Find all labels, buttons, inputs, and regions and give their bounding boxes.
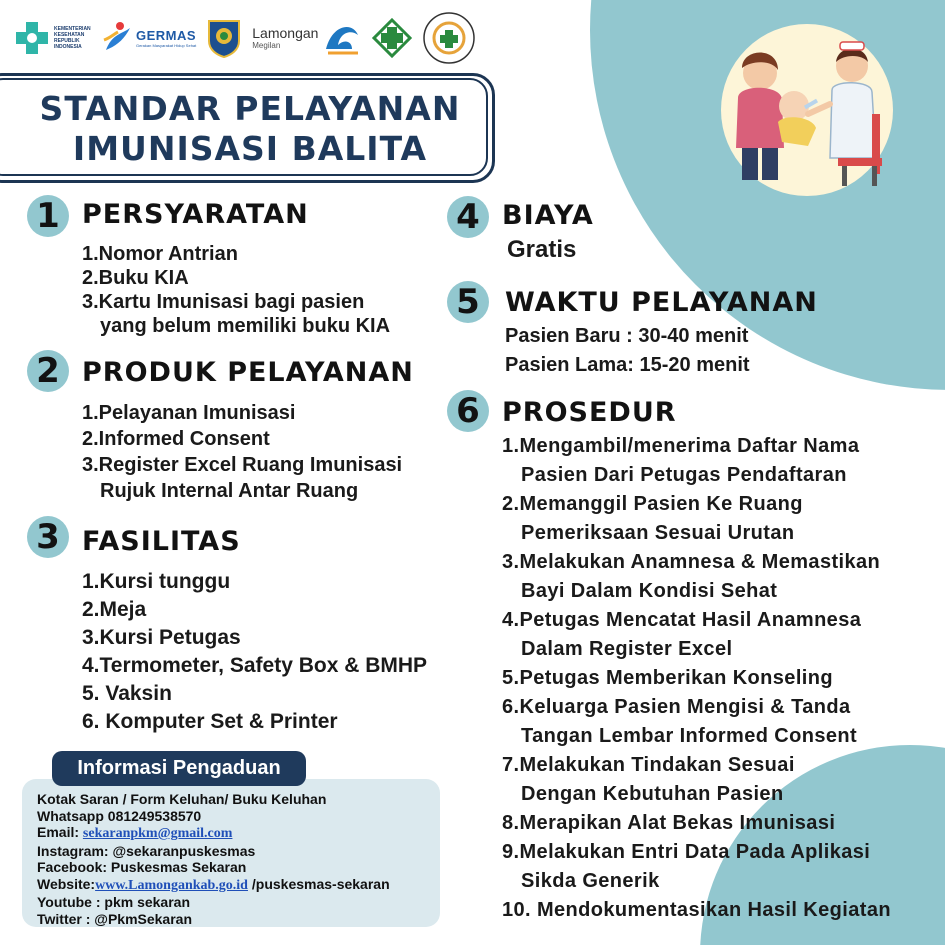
list-item-continuation: Dengan Kebutuhan Pasien xyxy=(521,783,784,805)
list-item: 6.Keluarga Pasien Mengisi & Tanda xyxy=(502,696,851,718)
germas-subtext: Gerakan Masyarakat Hidup Sehat xyxy=(136,43,197,48)
lamongan-wave-icon xyxy=(322,19,362,57)
section-1-heading: PERSYARATAN xyxy=(82,199,309,230)
requirements-list xyxy=(82,242,390,338)
kemenkes-logo xyxy=(14,20,92,56)
list-item: 1.Kursi tunggu xyxy=(82,570,231,593)
list-item: 2.Memanggil Pasien Ke Ruang xyxy=(502,493,803,515)
website-path: /puskesmas-sekaran xyxy=(247,875,390,892)
email-link[interactable]: sekaranpkm@gmail.com xyxy=(82,826,233,841)
list-item-continuation: Pasien Dari Petugas Pendaftaran xyxy=(521,464,847,486)
complaint-info-badge: Informasi Pengaduan xyxy=(52,751,306,786)
list-item: 3.Kartu Imunisasi bagi pasien xyxy=(82,291,365,313)
list-item: 1.Pelayanan Imunisasi xyxy=(82,402,296,424)
list-item: 6. Komputer Set & Printer xyxy=(82,710,338,733)
lamongan-text: Lamongan xyxy=(252,25,319,41)
list-item: Pasien Lama: 15-20 menit xyxy=(505,354,750,376)
section-2-number: 2 xyxy=(27,350,69,392)
lamongan-logo xyxy=(252,19,362,57)
list-item: 5.Petugas Memberikan Konseling xyxy=(502,667,833,689)
list-item: Pasien Baru : 30-40 menit xyxy=(505,325,749,347)
list-item-continuation: Rujuk Internal Antar Ruang xyxy=(100,480,359,502)
immunization-illustration xyxy=(712,18,902,198)
list-item-continuation: yang belum memiliki buku KIA xyxy=(100,315,391,337)
section-6-number: 6 xyxy=(447,390,489,432)
list-item-continuation: Dalam Register Excel xyxy=(521,638,733,660)
suggestion-box-line: Kotak Saran / Form Keluhan/ Buku Keluhan xyxy=(37,791,327,807)
section-5-heading: WAKTU PELAYANAN xyxy=(505,287,818,318)
kemenkes-text: KEMENTERIAN KESEHATAN REPUBLIK INDONESIA xyxy=(54,26,91,50)
list-item: 2.Informed Consent xyxy=(82,428,270,450)
list-item: 9.Melakukan Entri Data Pada Aplikasi xyxy=(502,841,871,863)
list-item-continuation: Bayi Dalam Kondisi Sehat xyxy=(521,580,778,602)
list-item: 8.Merapikan Alat Bekas Imunisasi xyxy=(502,812,836,834)
facilities-list xyxy=(82,568,427,736)
section-2-heading: PRODUK PELAYANAN xyxy=(82,357,414,388)
instagram-line: Instagram: @sekaranpuskesmas xyxy=(37,842,256,859)
puskesmas-cross-icon xyxy=(372,18,412,58)
section-5-number: 5 xyxy=(447,281,489,323)
germas-text: GERMAS xyxy=(136,28,197,43)
list-item: 1.Mengambil/menerima Daftar Nama xyxy=(502,435,860,457)
service-products-list xyxy=(82,400,402,504)
whatsapp-line: Whatsapp 081249538570 xyxy=(37,807,202,824)
list-item: 2.Buku KIA xyxy=(82,267,189,289)
section-4-number: 4 xyxy=(447,196,489,238)
email-line xyxy=(37,824,390,843)
section-3-number: 3 xyxy=(27,516,69,558)
website-link[interactable]: www.Lamongankab.go.id xyxy=(95,877,248,893)
megilan-text: Megilan xyxy=(252,41,281,50)
email-label: Email: xyxy=(37,824,83,840)
puskesmas-sekaran-logo xyxy=(422,11,476,65)
list-item: 4.Termometer, Safety Box & BMHP xyxy=(82,654,428,677)
section-6-heading: PROSEDUR xyxy=(502,397,677,428)
list-item: 10. Mendokumentasikan Hasil Kegiatan xyxy=(502,899,891,921)
list-item: 3.Register Excel Ruang Imunisasi xyxy=(82,454,403,476)
twitter-line: Twitter : @PkmSekaran xyxy=(37,910,192,927)
youtube-line: Youtube : pkm sekaran xyxy=(37,894,191,910)
regency-seal-icon xyxy=(206,18,242,58)
list-item: 3.Kursi Petugas xyxy=(82,626,241,649)
page-title-line-2: IMUNISASI BALITA xyxy=(72,129,428,168)
list-item: 7.Melakukan Tindakan Sesuai xyxy=(502,754,795,776)
logo-bar xyxy=(14,10,476,66)
page-title-line-1: STANDAR PELAYANAN xyxy=(39,89,461,128)
list-item-continuation: Tangan Lembar Informed Consent xyxy=(521,725,858,747)
list-item: 3.Melakukan Anamnesa & Memastikan xyxy=(502,551,881,573)
list-item-continuation: Pemeriksaan Sesuai Urutan xyxy=(521,522,795,544)
section-4-heading: BIAYA xyxy=(502,200,594,231)
puskesmas-logo xyxy=(372,18,412,58)
cost-value: Gratis xyxy=(507,236,577,263)
service-time-list xyxy=(505,322,750,380)
website-label: Website: xyxy=(37,875,96,892)
section-1-number: 1 xyxy=(27,195,69,237)
section-3-heading: FASILITAS xyxy=(82,526,241,557)
facebook-line: Facebook: Puskesmas Sekaran xyxy=(37,859,247,875)
list-item-continuation: Sikda Generik xyxy=(521,870,660,892)
germas-figure-icon xyxy=(102,20,132,56)
website-line xyxy=(37,876,390,895)
germas-logo xyxy=(102,20,196,56)
list-item: 1.Nomor Antrian xyxy=(82,243,238,265)
kemenkes-emblem-icon xyxy=(14,20,50,56)
complaint-contact-lines xyxy=(37,791,390,927)
list-item: 4.Petugas Mencatat Hasil Anamnesa xyxy=(502,609,862,631)
list-item: 2.Meja xyxy=(82,598,147,621)
regency-seal-logo xyxy=(206,18,242,58)
list-item: 5. Vaksin xyxy=(82,682,172,705)
page-title xyxy=(0,89,500,169)
puskesmas-sekaran-badge-icon xyxy=(422,11,476,65)
procedure-list xyxy=(502,432,891,925)
